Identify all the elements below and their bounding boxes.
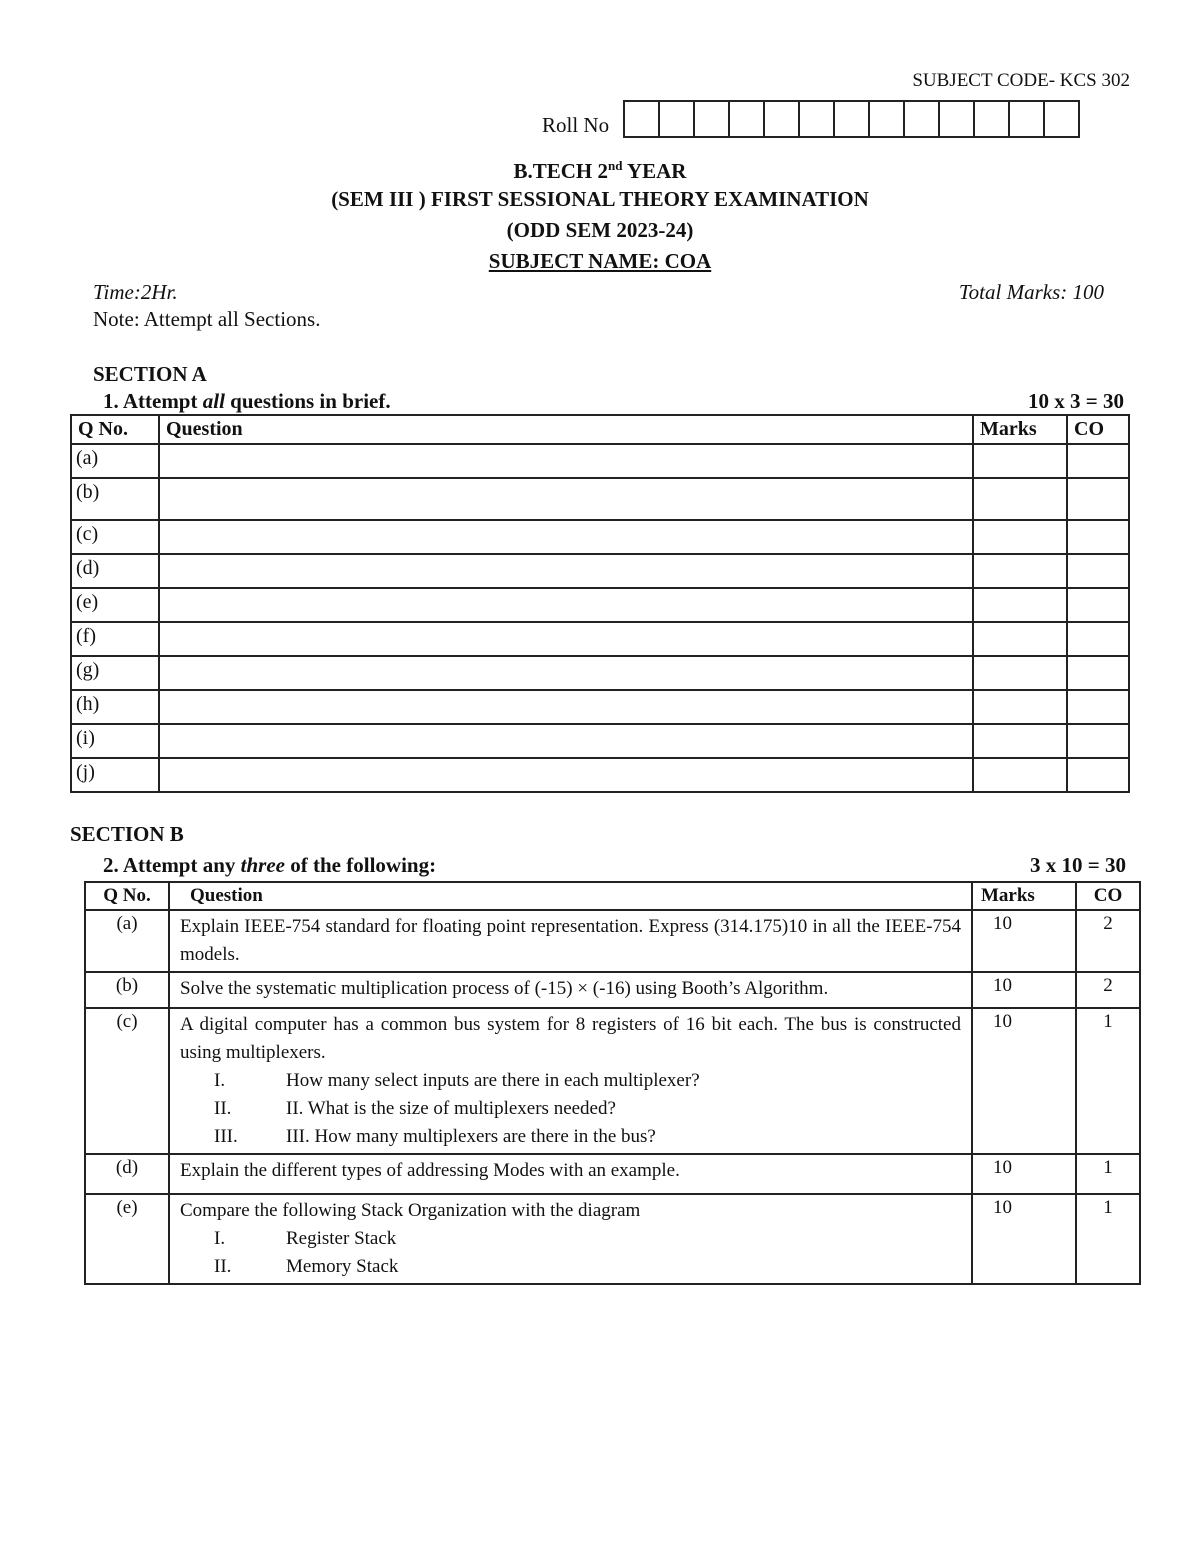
- instruction-emphasis: all: [202, 389, 225, 413]
- qno-cell: (f): [71, 622, 159, 656]
- roll-box[interactable]: [660, 100, 695, 138]
- qno-cell: (e): [85, 1194, 169, 1284]
- table-row: [71, 724, 1129, 758]
- co-cell: [1067, 758, 1129, 792]
- column-header-qno: Q No.: [71, 415, 159, 444]
- qno-cell: (g): [71, 656, 159, 690]
- section-a-table: [70, 414, 1130, 793]
- question-cell: [159, 554, 973, 588]
- sub-question-text: III. How many multiplexers are there in the bus?: [286, 1126, 656, 1147]
- roll-box[interactable]: [625, 100, 660, 138]
- sub-question-number: II.: [214, 1098, 232, 1119]
- marks-cell: [973, 656, 1067, 690]
- section-a-instruction: [103, 389, 391, 414]
- column-header-question: Question: [169, 882, 972, 910]
- sub-question-text: II. What is the size of multiplexers needed?: [286, 1098, 616, 1119]
- co-cell: [1067, 724, 1129, 758]
- table-row: [71, 520, 1129, 554]
- marks-cell: [973, 520, 1067, 554]
- instruction-text: of the following:: [285, 853, 437, 877]
- section-a-marks: 10 x 3 = 30: [1028, 389, 1124, 413]
- qno-cell: (b): [85, 972, 169, 1008]
- total-marks: Total Marks: 100: [958, 280, 1104, 304]
- question-cell: [169, 1194, 972, 1284]
- marks-cell: 10: [972, 1194, 1076, 1284]
- roll-box[interactable]: [765, 100, 800, 138]
- exam-session: (ODD SEM 2023-24): [506, 218, 694, 242]
- question-cell: Explain the different types of addressing Modes with an example.: [169, 1154, 972, 1194]
- roll-box[interactable]: [695, 100, 730, 138]
- course-label: B.TECH 2: [513, 159, 609, 183]
- qno-cell: (d): [71, 554, 159, 588]
- co-cell: 2: [1076, 972, 1140, 1008]
- sub-question-number: II.: [214, 1256, 232, 1277]
- sub-question: [180, 1123, 961, 1151]
- question-cell: [159, 758, 973, 792]
- sub-question: [180, 1095, 961, 1123]
- roll-number-boxes: [623, 100, 1080, 138]
- roll-label: Roll No: [542, 113, 610, 137]
- sub-question: [180, 1225, 961, 1253]
- marks-cell: [973, 478, 1067, 520]
- question-cell: Solve the systematic multiplication process of (-15) × (-16) using Booth’s Algorithm.: [169, 972, 972, 1008]
- roll-box[interactable]: [800, 100, 835, 138]
- table-row: [85, 1154, 1140, 1194]
- qno-cell: (i): [71, 724, 159, 758]
- question-text: Compare the following Stack Organization with the diagram: [180, 1200, 641, 1221]
- sub-question-number: I.: [214, 1070, 226, 1091]
- co-cell: [1067, 588, 1129, 622]
- sub-question-text: Register Stack: [286, 1228, 397, 1249]
- co-cell: [1067, 478, 1129, 520]
- roll-box[interactable]: [1045, 100, 1080, 138]
- roll-box[interactable]: [730, 100, 765, 138]
- qno-cell: (c): [71, 520, 159, 554]
- qno-cell: (b): [71, 478, 159, 520]
- instruction-text: 1. Attempt: [103, 389, 203, 413]
- table-row: [71, 588, 1129, 622]
- co-cell: [1067, 554, 1129, 588]
- qno-cell: (d): [85, 1154, 169, 1194]
- instruction-text: questions in brief.: [224, 389, 391, 413]
- question-cell: [159, 444, 973, 478]
- roll-box[interactable]: [905, 100, 940, 138]
- column-header-co: CO: [1067, 415, 1129, 444]
- exam-title: (SEM III ) FIRST SESSIONAL THEORY EXAMINATION: [331, 187, 869, 211]
- column-header-marks: Marks: [973, 415, 1067, 444]
- question-cell: [159, 724, 973, 758]
- co-cell: [1067, 520, 1129, 554]
- roll-box[interactable]: [975, 100, 1010, 138]
- marks-cell: [973, 622, 1067, 656]
- marks-cell: [973, 588, 1067, 622]
- sub-question: [180, 1067, 961, 1095]
- qno-cell: (j): [71, 758, 159, 792]
- sub-question: [180, 1253, 961, 1281]
- co-cell: [1067, 690, 1129, 724]
- table-row: [71, 554, 1129, 588]
- column-header-question: Question: [159, 415, 973, 444]
- marks-cell: 10: [972, 1008, 1076, 1154]
- year-superscript: nd: [608, 158, 623, 173]
- column-header-co: CO: [1076, 882, 1140, 910]
- marks-cell: 10: [972, 1154, 1076, 1194]
- roll-box[interactable]: [940, 100, 975, 138]
- sub-question-number: III.: [214, 1126, 238, 1147]
- marks-cell: 10: [972, 910, 1076, 972]
- table-row: [71, 656, 1129, 690]
- sub-question-number: I.: [214, 1228, 226, 1249]
- sub-question-text: Memory Stack: [286, 1256, 399, 1277]
- marks-cell: 10: [972, 972, 1076, 1008]
- table-header-row: [71, 415, 1129, 444]
- column-header-marks: Marks: [972, 882, 1076, 910]
- instruction-emphasis: three: [240, 853, 285, 877]
- qno-cell: (a): [85, 910, 169, 972]
- marks-cell: [973, 724, 1067, 758]
- column-header-qno: Q No.: [85, 882, 169, 910]
- table-row: [71, 444, 1129, 478]
- course-year: [0, 158, 1200, 184]
- qno-cell: (a): [71, 444, 159, 478]
- marks-cell: [973, 758, 1067, 792]
- co-cell: 1: [1076, 1194, 1140, 1284]
- qno-cell: (c): [85, 1008, 169, 1154]
- roll-box[interactable]: [870, 100, 905, 138]
- exam-note: Note: Attempt all Sections.: [93, 307, 321, 331]
- instruction-text: 2. Attempt any: [103, 853, 241, 877]
- co-cell: [1067, 444, 1129, 478]
- marks-cell: [973, 444, 1067, 478]
- co-cell: 1: [1076, 1008, 1140, 1154]
- table-row: [71, 478, 1129, 520]
- sub-question-text: How many select inputs are there in each multiplexer?: [286, 1070, 700, 1091]
- roll-number-row: [542, 100, 1080, 138]
- co-cell: 2: [1076, 910, 1140, 972]
- question-cell: [159, 622, 973, 656]
- table-row: [71, 690, 1129, 724]
- table-row: [85, 1008, 1140, 1154]
- subject-name: SUBJECT NAME: COA: [488, 249, 712, 273]
- roll-box[interactable]: [835, 100, 870, 138]
- table-row: [85, 972, 1140, 1008]
- question-cell: [169, 1008, 972, 1154]
- question-cell: [159, 520, 973, 554]
- section-b-table: [84, 881, 1141, 1285]
- question-cell: [159, 656, 973, 690]
- table-row: [71, 758, 1129, 792]
- section-b-title: SECTION B: [70, 822, 184, 846]
- roll-box[interactable]: [1010, 100, 1045, 138]
- question-cell: [159, 588, 973, 622]
- marks-cell: [973, 554, 1067, 588]
- qno-cell: (e): [71, 588, 159, 622]
- co-cell: [1067, 622, 1129, 656]
- year-label: YEAR: [622, 159, 687, 183]
- qno-cell: (h): [71, 690, 159, 724]
- table-row: [71, 622, 1129, 656]
- section-b-marks: 3 x 10 = 30: [1030, 853, 1126, 877]
- exam-time: Time:2Hr.: [93, 280, 178, 304]
- co-cell: [1067, 656, 1129, 690]
- co-cell: 1: [1076, 1154, 1140, 1194]
- table-row: [85, 910, 1140, 972]
- question-cell: [159, 478, 973, 520]
- section-b-instruction: [103, 853, 436, 878]
- table-row: [85, 1194, 1140, 1284]
- marks-cell: [973, 690, 1067, 724]
- table-header-row: [85, 882, 1140, 910]
- question-cell: Explain IEEE-754 standard for floating point representation. Express (314.175)10 in all the IEEE-754 models.: [169, 910, 972, 972]
- subject-code: SUBJECT CODE- KCS 302: [912, 70, 1130, 91]
- section-a-title: SECTION A: [93, 362, 207, 386]
- question-cell: [159, 690, 973, 724]
- question-text: A digital computer has a common bus system for 8 registers of 16 bit each. The bus is constructed using multiplexers.: [180, 1014, 961, 1063]
